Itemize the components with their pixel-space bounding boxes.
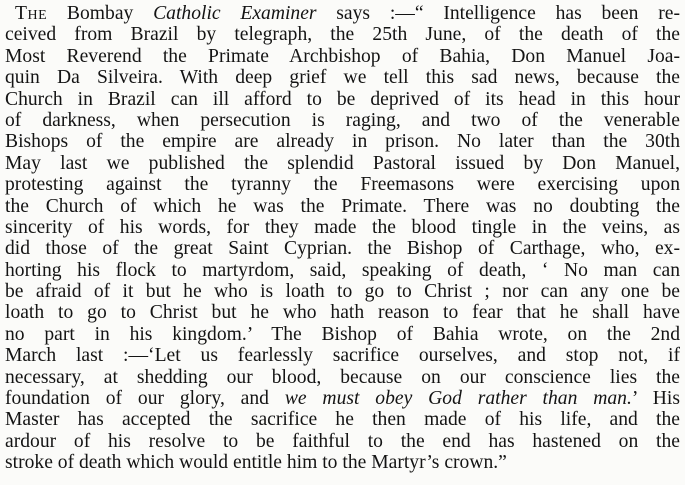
- text-run: the Church of which he was the Primate. There was no doubting the: [5, 195, 680, 217]
- text-run: says :—“ Intelligence has been re-: [316, 3, 680, 24]
- text-line: [5, 281, 680, 302]
- article-paragraph: [5, 3, 680, 474]
- text-line: [5, 388, 680, 409]
- text-line: [5, 196, 680, 217]
- text-run: Bishops of the empire are already in prison. No later than the 30th: [5, 131, 680, 153]
- italic-text: we must obey God rather than man.: [284, 388, 632, 410]
- small-caps-text: The: [15, 3, 48, 24]
- text-line: [5, 46, 680, 67]
- text-run: protesting against the tyranny the Freemasons were exercising upon: [5, 174, 680, 196]
- text-run: no part in his kingdom.’ The Bishop of Bahia wrote, on the 2nd: [5, 323, 680, 345]
- text-line: [5, 131, 680, 152]
- text-run: ’ His: [631, 388, 680, 410]
- text-run: quin Da Silveira. With deep grief we tell this sad news, because the: [5, 67, 680, 89]
- text-line: [5, 452, 680, 473]
- text-line: [5, 324, 680, 345]
- text-line: [5, 217, 680, 238]
- text-run: ceived from Brazil by telegraph, the 25th June, of the death of the: [5, 24, 680, 46]
- text-line: [5, 24, 680, 45]
- text-run: loath to go to Christ but he who hath reason to fear that he shall have: [5, 302, 680, 324]
- text-run: stroke of death which would entitle him to the Martyr’s crown.”: [5, 452, 507, 474]
- text-line: [5, 367, 680, 388]
- text-line: [5, 89, 680, 110]
- text-run: necessary, at shedding our blood, because on our conscience lies the: [5, 366, 680, 388]
- text-line: [5, 174, 680, 195]
- text-line: [5, 302, 680, 323]
- text-line: [5, 110, 680, 131]
- text-line: [5, 3, 680, 24]
- text-line: [5, 260, 680, 281]
- text-line: [5, 238, 680, 259]
- text-run: Bombay: [47, 3, 154, 24]
- text-run: horting his flock to martyrdom, said, speaking of death, ‘ No man can: [5, 259, 680, 281]
- text-run: May last we published the splendid Pastoral issued by Don Manuel,: [5, 152, 680, 174]
- text-run: Church in Brazil can ill afford to be deprived of its head in this hour: [5, 88, 680, 110]
- text-line: [5, 67, 680, 88]
- italic-text: Catholic Examiner: [153, 3, 317, 24]
- text-run: be afraid of it but he who is loath to go to Christ ; nor can any one be: [5, 281, 680, 303]
- text-line: [5, 153, 680, 174]
- text-run: of darkness, when persecution is raging, and two of the venerable: [5, 109, 680, 131]
- text-run: did those of the great Saint Cyprian. the Bishop of Carthage, who, ex-: [5, 238, 680, 260]
- text-line: [5, 431, 680, 452]
- text-line: [5, 345, 680, 366]
- text-line: [5, 409, 680, 430]
- text-run: ardour of his resolve to be faithful to the end has hastened on the: [5, 430, 680, 452]
- text-run: Most Reverend the Primate Archbishop of Bahia, Don Manuel Joa-: [5, 45, 680, 67]
- text-run: sincerity of his words, for they made the blood tingle in the veins, as: [5, 216, 680, 238]
- text-run: foundation of our glory, and: [5, 388, 285, 410]
- text-run: Master has accepted the sacrifice he then made of his life, and the: [5, 409, 680, 431]
- text-run: March last :—‘Let us fearlessly sacrifice ourselves, and stop not, if: [5, 345, 680, 367]
